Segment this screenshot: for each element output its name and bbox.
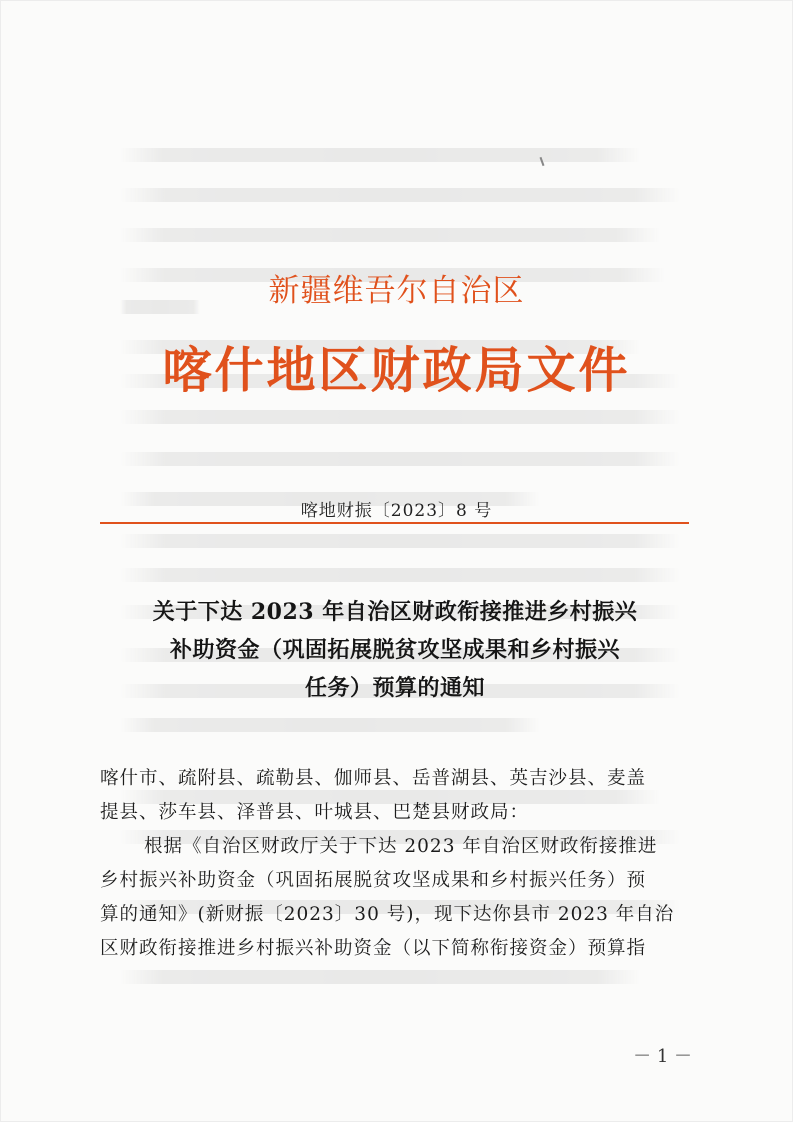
notice-body <box>100 762 694 966</box>
notice-title-line: 任务）预算的通知 <box>304 675 485 701</box>
document-number: 喀地财振〔2023〕8 号 <box>300 501 493 521</box>
addressee-line: 喀什市、疏附县、疏勒县、伽师县、岳普湖县、英吉沙县、麦盖 <box>100 768 647 789</box>
scan-speck <box>540 157 545 166</box>
notice-title-line: 关于下达 2023 年自治区财政衔接推进乡村振兴 <box>152 599 638 625</box>
paragraph-line: 区财政衔接推进乡村振兴补助资金（以下简称衔接资金）预算指 <box>100 938 647 959</box>
paragraph-line: 根据《自治区财政厅关于下达 2023 年自治区财政衔接推进 <box>144 836 658 857</box>
notice-title <box>100 593 690 707</box>
document-header-title: 喀什地区财政局文件 <box>162 341 631 399</box>
issuing-region: 新疆维吾尔自治区 <box>268 273 525 309</box>
header-divider <box>100 522 689 524</box>
addressee-line: 提县、莎车县、泽普县、叶城县、巴楚县财政局： <box>100 802 530 823</box>
paragraph-line: 算的通知》(新财振〔2023〕30 号)，现下达你县市 2023 年自治 <box>100 904 675 925</box>
paragraph-line: 乡村振兴补助资金（巩固拓展脱贫攻坚成果和乡村振兴任务）预 <box>100 870 647 891</box>
page-number: － 1 － <box>633 1046 692 1067</box>
notice-title-line: 补助资金（巩固拓展脱贫攻坚成果和乡村振兴 <box>169 637 620 663</box>
